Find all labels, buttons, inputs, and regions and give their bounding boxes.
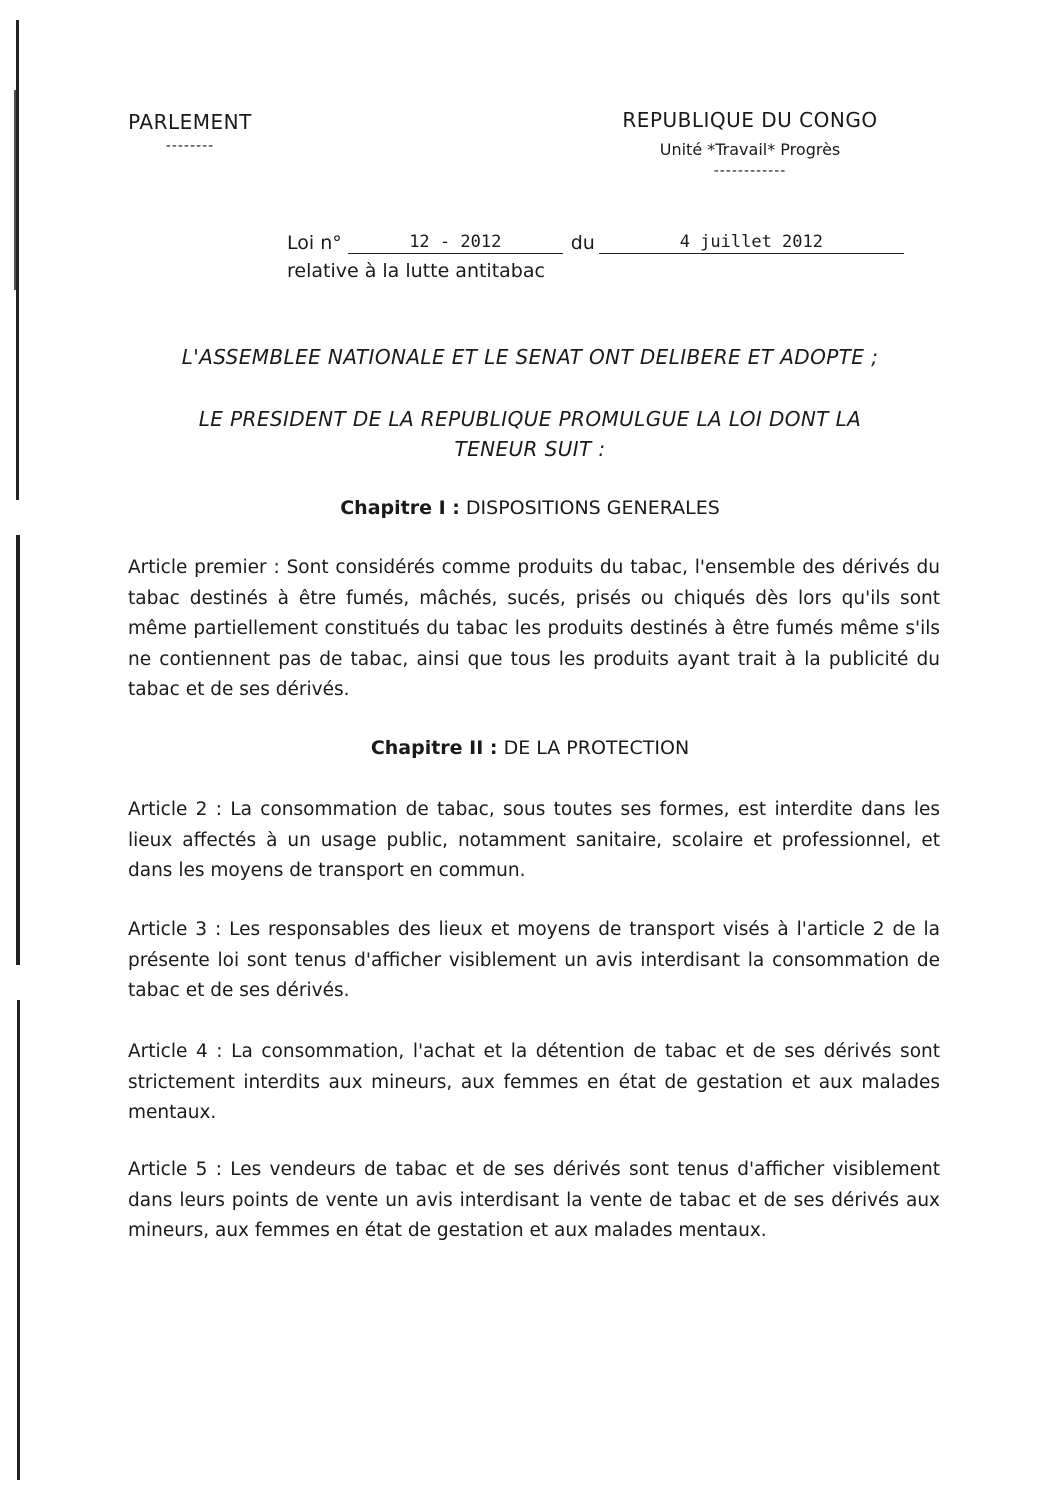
assembly-declaration: L'ASSEMBLEE NATIONALE ET LE SENAT ONT DELIBERE ET ADOPTE ; bbox=[181, 345, 879, 369]
chapter-1-title: DISPOSITIONS GENERALES bbox=[465, 497, 720, 519]
parliament-title: PARLEMENT bbox=[128, 110, 252, 134]
article-text: Sont considérés comme produits du tabac, l'ensemble des dérivés du tabac destinés à être fumés, mâchés, sucés, prisés ou chiqués dès lors qu'ils sont même partiellement constitués du tabac les produits destinés à être fumés même s'ils ne contiennent pas de tabac, ainsi que tous les produits ayant trait à la publicité du tabac et de ses dérivés. bbox=[128, 557, 940, 700]
law-number: 12 - 2012 bbox=[348, 231, 563, 254]
article-premier bbox=[128, 553, 940, 706]
article-label: Article 2 : bbox=[128, 799, 222, 820]
article-label: Article 5 : bbox=[128, 1159, 222, 1180]
scan-edge-artifact bbox=[14, 0, 22, 1497]
chapter-1-number: Chapitre I : bbox=[340, 497, 460, 519]
chapter-1-heading bbox=[90, 497, 970, 519]
article-label: Article 3 : bbox=[128, 919, 222, 940]
article-text: Les responsables des lieux et moyens de transport visés à l'article 2 de la présente loi sont tenus d'afficher visiblement un avis interdisant la consommation de tabac et de ses dérivés. bbox=[128, 919, 940, 1001]
article-3 bbox=[128, 915, 940, 1007]
article-2 bbox=[128, 795, 940, 887]
law-date-prefix: du bbox=[570, 232, 595, 254]
article-label: Article 4 : bbox=[128, 1041, 223, 1062]
article-4 bbox=[128, 1037, 940, 1129]
article-text: La consommation, l'achat et la détention de tabac et de ses dérivés sont strictement interdits aux mineurs, aux femmes en état de gestation et aux malades mentaux. bbox=[128, 1041, 940, 1123]
parliament-dash: -------- bbox=[165, 138, 215, 154]
chapter-2-number: Chapitre II : bbox=[370, 737, 498, 759]
president-declaration-line1: LE PRESIDENT DE LA REPUBLIQUE PROMULGUE LA LOI DONT LA bbox=[198, 407, 862, 431]
article-text: La consommation de tabac, sous toutes ses formes, est interdite dans les lieux affectés à un usage public, notamment sanitaire, scolaire et professionnel, et dans les moyens de transport en commun. bbox=[128, 799, 940, 881]
law-prefix: Loi n° bbox=[287, 232, 342, 254]
article-text: Les vendeurs de tabac et de ses dérivés sont tenus d'afficher visiblement dans leurs points de vente un avis interdisant la vente de tabac et de ses dérivés aux mineurs, aux femmes en état de gestation et aux malades mentaux. bbox=[128, 1159, 940, 1241]
republic-title: REPUBLIQUE DU CONGO bbox=[622, 108, 878, 132]
president-declaration-line2: TENEUR SUIT : bbox=[454, 437, 606, 461]
chapter-2-title: DE LA PROTECTION bbox=[503, 737, 690, 759]
republic-motto: Unité *Travail* Progrès bbox=[659, 140, 841, 159]
article-5 bbox=[128, 1155, 940, 1247]
header-left bbox=[110, 110, 270, 154]
republic-dash: ------------ bbox=[713, 163, 787, 179]
header-right bbox=[590, 108, 910, 179]
article-label: Article premier : bbox=[128, 557, 280, 578]
law-reference bbox=[287, 226, 927, 282]
law-subject: relative à la lutte antitabac bbox=[287, 260, 545, 282]
chapter-2-heading bbox=[90, 737, 970, 759]
law-date: 4 juillet 2012 bbox=[599, 231, 904, 254]
